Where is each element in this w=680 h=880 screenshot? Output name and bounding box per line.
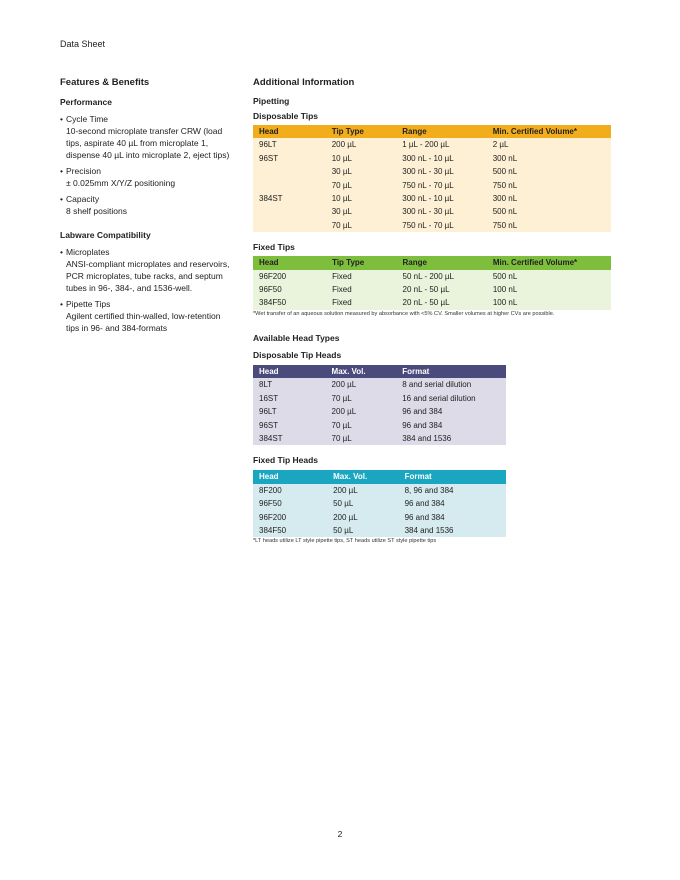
table-cell: 384 and 1536: [399, 524, 506, 537]
disposable-heads-table: [253, 365, 506, 445]
table-cell: 500 nL: [487, 205, 611, 218]
bullet-icon: •: [60, 299, 63, 309]
column-header: Format: [399, 470, 506, 483]
features-title: Features & Benefits: [60, 77, 150, 88]
table-cell: 384 and 1536: [396, 432, 506, 445]
table-cell: 8LT: [253, 378, 326, 391]
bullet-title: Cycle Time: [66, 114, 109, 124]
bullet-line: Agilent certified thin-walled, low-retention: [66, 311, 221, 321]
bullet-icon: •: [60, 247, 63, 257]
table-row: [253, 524, 506, 537]
table-cell: 96F50: [253, 283, 326, 296]
table-row: [253, 152, 611, 165]
table-cell: 30 µL: [326, 165, 397, 178]
page-number: 2: [337, 829, 343, 839]
table-cell: 70 µL: [326, 392, 397, 405]
table-row: [253, 296, 611, 309]
additional-info-title: Additional Information: [253, 77, 355, 88]
table-cell: 300 nL - 10 µL: [396, 152, 486, 165]
header-label: Data Sheet: [60, 39, 106, 49]
table-cell: 500 nL: [487, 270, 611, 283]
bullet-line: tubes in 96-, 384-, and 1536-well.: [66, 283, 193, 293]
table-cell: 10 µL: [326, 192, 397, 205]
table-cell: 70 µL: [326, 179, 397, 192]
table-row: [253, 419, 506, 432]
fixed-heads-footnote: *LT heads utilize LT style pipette tips, ST heads utilize ST style pipette tips: [253, 538, 437, 545]
table-row: [253, 405, 506, 418]
right-column: [253, 77, 613, 545]
bullet-line: dispense 40 µL into microplate 2, eject tips): [66, 150, 230, 160]
table-cell: 300 nL - 30 µL: [396, 205, 486, 218]
table-cell: 750 nL: [487, 219, 611, 232]
bullet-title: Precision: [66, 166, 101, 176]
table-cell: 100 nL: [487, 296, 611, 309]
table-cell: 96F200: [253, 511, 327, 524]
column-header: Max. Vol.: [326, 365, 397, 378]
table-cell: [253, 179, 326, 192]
column-header: Head: [253, 365, 326, 378]
table-cell: 96 and 384: [399, 511, 506, 524]
bullet-line: tips in 96- and 384-formats: [66, 323, 168, 333]
table-cell: 96 and 384: [399, 497, 506, 510]
bullet-icon: •: [60, 194, 63, 204]
table-cell: Fixed: [326, 270, 396, 283]
table-cell: 8 and serial dilution: [396, 378, 506, 391]
table-cell: 70 µL: [326, 419, 397, 432]
table-header-row: [253, 125, 611, 138]
table-cell: [253, 205, 326, 218]
disposable-tips-heading: Disposable Tips: [253, 111, 319, 121]
bullet-item: [60, 193, 240, 217]
table-cell: 96 and 384: [396, 419, 506, 432]
table-cell: 30 µL: [326, 205, 397, 218]
available-heads-heading: Available Head Types: [253, 332, 340, 343]
table-cell: 50 µL: [327, 497, 398, 510]
bullet-line: ± 0.025mm X/Y/Z positioning: [66, 178, 176, 188]
table-row: [253, 432, 506, 445]
table-row: [253, 270, 611, 283]
table-cell: 50 nL - 200 µL: [397, 270, 487, 283]
table-cell: 20 nL - 50 µL: [397, 283, 487, 296]
table-row: [253, 378, 506, 391]
disposable-tips-table: [253, 125, 611, 232]
table-row: [253, 205, 611, 218]
bullet-icon: •: [60, 114, 63, 124]
table-cell: 2 µL: [487, 138, 611, 151]
table-row: [253, 165, 611, 178]
bullet-item: [60, 246, 240, 294]
fixed-heads-heading: Fixed Tip Heads: [253, 455, 319, 466]
column-header: Min. Certified Volume*: [487, 125, 611, 138]
labware-heading: Labware Compatibility: [60, 230, 151, 240]
table-cell: 500 nL: [487, 165, 611, 178]
table-row: [253, 392, 506, 405]
bullet-item: [60, 298, 240, 334]
table-cell: 16 and serial dilution: [396, 392, 506, 405]
table-cell: 200 µL: [326, 138, 397, 151]
table-cell: 50 µL: [327, 524, 398, 537]
table-cell: 96ST: [253, 152, 326, 165]
bullet-line: ANSI-compliant microplates and reservoirs,: [66, 259, 230, 269]
pipetting-heading: Pipetting: [253, 96, 290, 106]
table-cell: 384F50: [253, 524, 327, 537]
table-cell: 384F50: [253, 296, 326, 309]
table-cell: 300 nL - 30 µL: [396, 165, 486, 178]
fixed-tips-table: [253, 256, 611, 310]
table-cell: 1 µL - 200 µL: [396, 138, 486, 151]
table-cell: 8F200: [253, 484, 327, 497]
table-cell: 70 µL: [326, 432, 397, 445]
table-cell: 10 µL: [326, 152, 397, 165]
table-row: [253, 192, 611, 205]
column-header: Range: [396, 125, 486, 138]
table-cell: 8, 96 and 384: [399, 484, 506, 497]
bullet-line: tips, aspirate 40 µL from microplate 1,: [66, 138, 209, 148]
table-header-row: [253, 365, 506, 378]
bullet-line: PCR microplates, tube racks, and septum: [66, 271, 223, 281]
table-row: [253, 179, 611, 192]
column-header: Tip Type: [326, 256, 396, 269]
labware-list: [60, 246, 240, 334]
column-header: Head: [253, 125, 326, 138]
table-cell: 750 nL: [487, 179, 611, 192]
table-cell: 96ST: [253, 419, 326, 432]
fixed-heads-table: [253, 470, 506, 537]
bullet-line: 10-second microplate transfer CRW (load: [66, 126, 223, 136]
table-cell: 300 nL: [487, 192, 611, 205]
disposable-heads-heading: Disposable Tip Heads: [253, 349, 342, 360]
bullet-icon: •: [60, 166, 63, 176]
table-cell: 300 nL: [487, 152, 611, 165]
left-column: [60, 77, 240, 338]
table-cell: 96LT: [253, 405, 326, 418]
table-cell: 200 µL: [327, 511, 398, 524]
table-cell: 20 nL - 50 µL: [397, 296, 487, 309]
column-header: Range: [397, 256, 487, 269]
table-cell: Fixed: [326, 296, 396, 309]
table-cell: 16ST: [253, 392, 326, 405]
column-header: Max. Vol.: [327, 470, 398, 483]
performance-heading: Performance: [60, 97, 112, 107]
bullet-title: Microplates: [66, 247, 110, 257]
table-cell: 96 and 384: [396, 405, 506, 418]
bullet-line: 8 shelf positions: [66, 206, 127, 216]
table-cell: 96F50: [253, 497, 327, 510]
bullet-title: Pipette Tips: [66, 299, 111, 309]
column-header: Min. Certified Volume*: [487, 256, 611, 269]
performance-list: [60, 113, 240, 217]
table-row: [253, 511, 506, 524]
table-cell: 96F200: [253, 270, 326, 283]
table-cell: 384ST: [253, 192, 326, 205]
table-cell: 70 µL: [326, 219, 397, 232]
table-header-row: [253, 470, 506, 483]
table-cell: [253, 165, 326, 178]
bullet-title: Capacity: [66, 194, 100, 204]
table-row: [253, 219, 611, 232]
table-cell: 96LT: [253, 138, 326, 151]
table-row: [253, 138, 611, 151]
table-cell: 750 nL - 70 µL: [396, 219, 486, 232]
table-cell: 200 µL: [326, 378, 397, 391]
table-row: [253, 497, 506, 510]
table-cell: Fixed: [326, 283, 396, 296]
table-cell: [253, 219, 326, 232]
table-cell: 200 µL: [327, 484, 398, 497]
fixed-tips-footnote: *Wet transfer of an aqueous solution measured by absorbance with <5% CV. Smaller volumes at higher CVs are possible.: [253, 310, 555, 317]
table-row: [253, 283, 611, 296]
table-cell: 200 µL: [326, 405, 397, 418]
table-cell: 750 nL - 70 µL: [396, 179, 486, 192]
table-cell: 100 nL: [487, 283, 611, 296]
fixed-tips-heading: Fixed Tips: [253, 242, 295, 253]
table-cell: 300 nL - 10 µL: [396, 192, 486, 205]
column-header: Format: [396, 365, 506, 378]
column-header: Head: [253, 470, 327, 483]
column-header: Head: [253, 256, 326, 269]
bullet-item: [60, 165, 240, 189]
table-row: [253, 484, 506, 497]
bullet-item: [60, 113, 240, 161]
column-header: Tip Type: [326, 125, 397, 138]
table-cell: 384ST: [253, 432, 326, 445]
table-header-row: [253, 256, 611, 269]
